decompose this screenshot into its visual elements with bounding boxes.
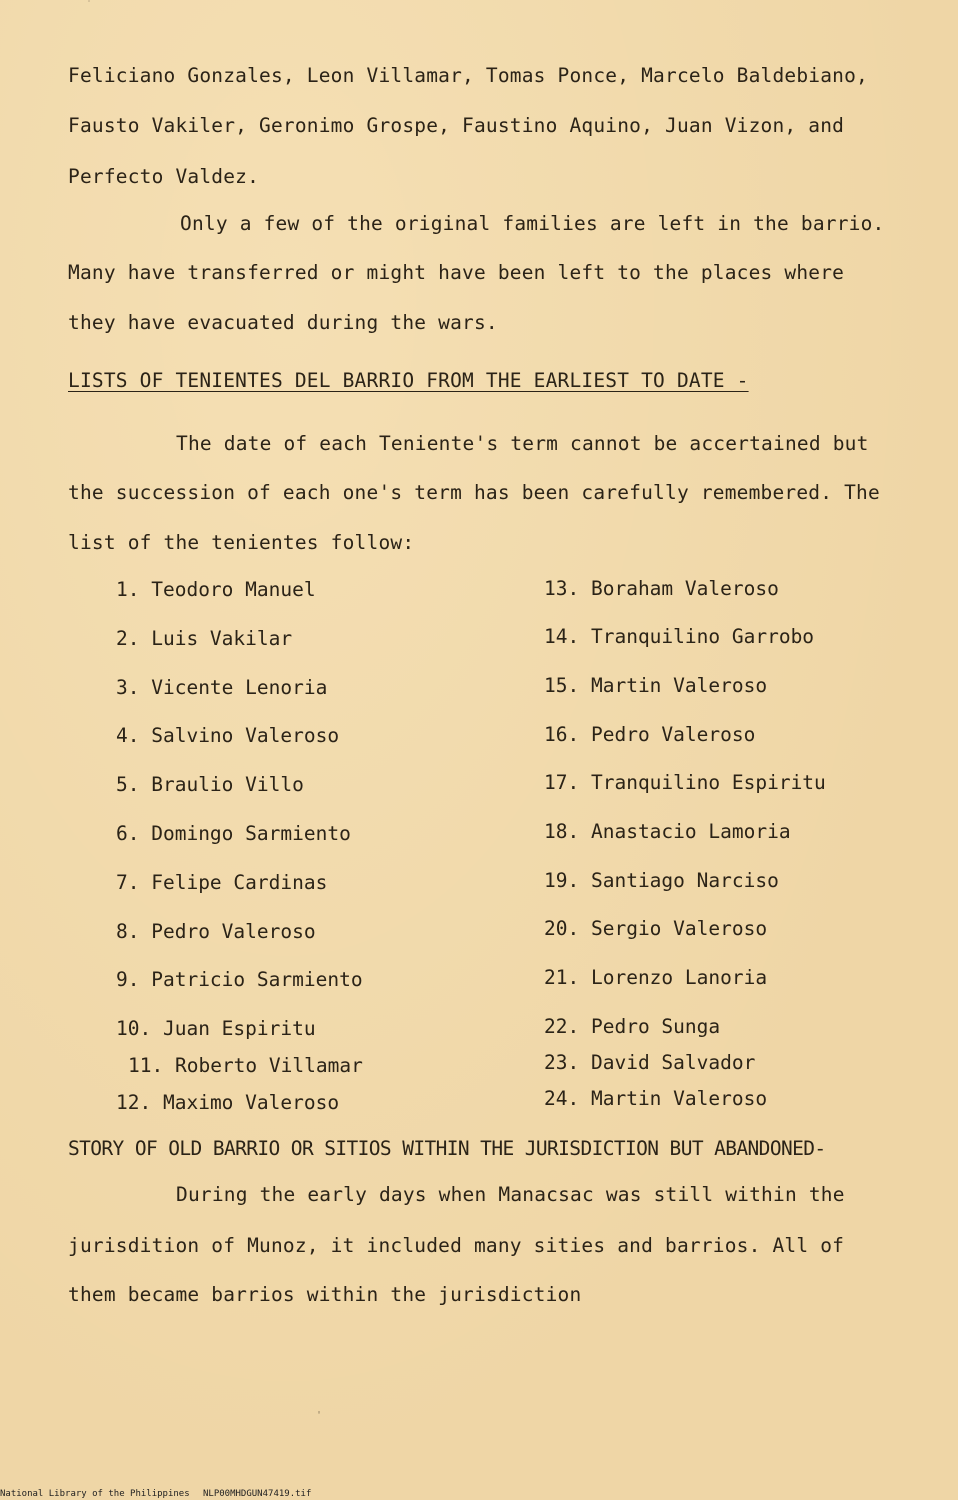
teniente-item	[544, 869, 779, 893]
teniente-item	[116, 871, 327, 895]
ink-speck: ˙	[86, 0, 93, 11]
paragraph-4-line-2: jurisdition of Munoz, it included many sities and barrios. All of	[68, 1234, 845, 1257]
teniente-name: Anastacio Lamoria	[590, 820, 791, 843]
paragraph-4-line-1: During the early days when Manacsac was still within the	[176, 1183, 845, 1206]
teniente-number: 10.	[116, 1017, 152, 1040]
teniente-name: Teodoro Manuel	[151, 578, 316, 601]
teniente-number: 18.	[544, 820, 580, 843]
teniente-name: Pedro Valeroso	[151, 920, 316, 943]
teniente-name: Vicente Lenoria	[151, 676, 328, 699]
teniente-number: 15.	[544, 674, 580, 697]
teniente-name: Tranquilino Espiritu	[590, 771, 826, 794]
teniente-name: Pedro Sunga	[590, 1015, 721, 1038]
teniente-name: Sergio Valeroso	[590, 917, 768, 940]
teniente-item	[544, 1087, 767, 1111]
teniente-name: Luis Vakilar	[151, 627, 293, 650]
teniente-item	[116, 968, 363, 992]
teniente-number: 24.	[544, 1087, 580, 1110]
teniente-name: Lorenzo Lanoria	[590, 966, 768, 989]
teniente-name: Martin Valeroso	[590, 1087, 768, 1110]
teniente-number: 3.	[116, 676, 140, 699]
teniente-name: Juan Espiritu	[162, 1017, 316, 1040]
teniente-item	[116, 578, 316, 602]
teniente-number: 11.	[128, 1054, 164, 1077]
paragraph-2-line-2: Many have transferred or might have been left to the places where	[68, 261, 845, 284]
teniente-item	[544, 917, 767, 941]
teniente-item	[544, 1015, 720, 1039]
paragraph-1-line-1: Feliciano Gonzales, Leon Villamar, Tomas Ponce, Marcelo Baldebiano,	[68, 64, 868, 87]
teniente-number: 9.	[116, 968, 140, 991]
heading-story: STORY OF OLD BARRIO OR SITIOS WITHIN THE JURISDICTION BUT ABANDONED-	[68, 1137, 826, 1160]
paragraph-2-line-1: Only a few of the original families are left in the barrio.	[180, 212, 885, 235]
teniente-name: Santiago Narciso	[590, 869, 779, 892]
teniente-number: 17.	[544, 771, 580, 794]
teniente-number: 2.	[116, 627, 140, 650]
teniente-name: Roberto Villamar	[174, 1054, 363, 1077]
paragraph-4-line-3: them became barrios within the jurisdiction	[68, 1283, 582, 1306]
teniente-item	[116, 1017, 316, 1041]
teniente-number: 19.	[544, 869, 580, 892]
teniente-number: 7.	[116, 871, 140, 894]
teniente-number: 5.	[116, 773, 140, 796]
teniente-item	[544, 674, 767, 698]
teniente-number: 4.	[116, 724, 140, 747]
teniente-number: 22.	[544, 1015, 580, 1038]
teniente-number: 12.	[116, 1091, 152, 1114]
teniente-number: 23.	[544, 1051, 580, 1074]
teniente-item	[116, 676, 327, 700]
teniente-name: Maximo Valeroso	[162, 1091, 340, 1114]
teniente-item	[544, 1051, 755, 1075]
footer-filename: NLP00MHDGUN47419.tif	[203, 1489, 312, 1499]
paragraph-2-line-3: they have evacuated during the wars.	[68, 311, 498, 334]
teniente-item	[544, 820, 791, 844]
heading-tenientes: LISTS OF TENIENTES DEL BARRIO FROM THE EARLIEST TO DATE -	[68, 369, 749, 392]
paragraph-3-line-3: list of the tenientes follow:	[68, 531, 415, 554]
paragraph-1-line-3: Perfecto Valdez.	[68, 165, 260, 188]
teniente-name: Boraham Valeroso	[590, 577, 779, 600]
ink-speck: '	[316, 1410, 323, 1421]
teniente-item	[116, 1091, 339, 1115]
teniente-item	[116, 822, 351, 846]
teniente-number: 8.	[116, 920, 140, 943]
teniente-number: 1.	[116, 578, 140, 601]
teniente-name: Salvino Valeroso	[151, 724, 340, 747]
teniente-number: 21.	[544, 966, 580, 989]
paragraph-3-line-2: the succession of each one's term has been carefully remembered. The	[68, 481, 880, 504]
teniente-number: 14.	[544, 625, 580, 648]
teniente-name: Felipe Cardinas	[151, 871, 328, 894]
teniente-item	[116, 724, 339, 748]
teniente-name: Pedro Valeroso	[590, 723, 756, 746]
teniente-item	[116, 627, 292, 651]
footer-library: National Library of the Philippines	[0, 1489, 190, 1499]
teniente-item	[544, 723, 755, 747]
teniente-number: 13.	[544, 577, 580, 600]
teniente-item	[544, 966, 767, 990]
teniente-name: Patricio Sarmiento	[151, 968, 363, 991]
teniente-name: Braulio Villo	[151, 773, 304, 796]
teniente-name: Domingo Sarmiento	[151, 822, 351, 845]
teniente-item	[544, 577, 779, 601]
paragraph-3-line-1: The date of each Teniente's term cannot be accertained but	[176, 432, 869, 455]
teniente-number: 16.	[544, 723, 580, 746]
paragraph-1-line-2: Fausto Vakiler, Geronimo Grospe, Faustino Aquino, Juan Vizon, and	[68, 114, 845, 137]
teniente-name: Tranquilino Garrobo	[590, 625, 815, 648]
teniente-name: Martin Valeroso	[590, 674, 768, 697]
teniente-item	[544, 625, 814, 649]
teniente-number: 6.	[116, 822, 140, 845]
teniente-name: David Salvador	[590, 1051, 756, 1074]
teniente-item	[544, 771, 826, 795]
teniente-item	[116, 920, 316, 944]
teniente-item	[128, 1054, 363, 1078]
teniente-number: 20.	[544, 917, 580, 940]
teniente-item	[116, 773, 304, 797]
